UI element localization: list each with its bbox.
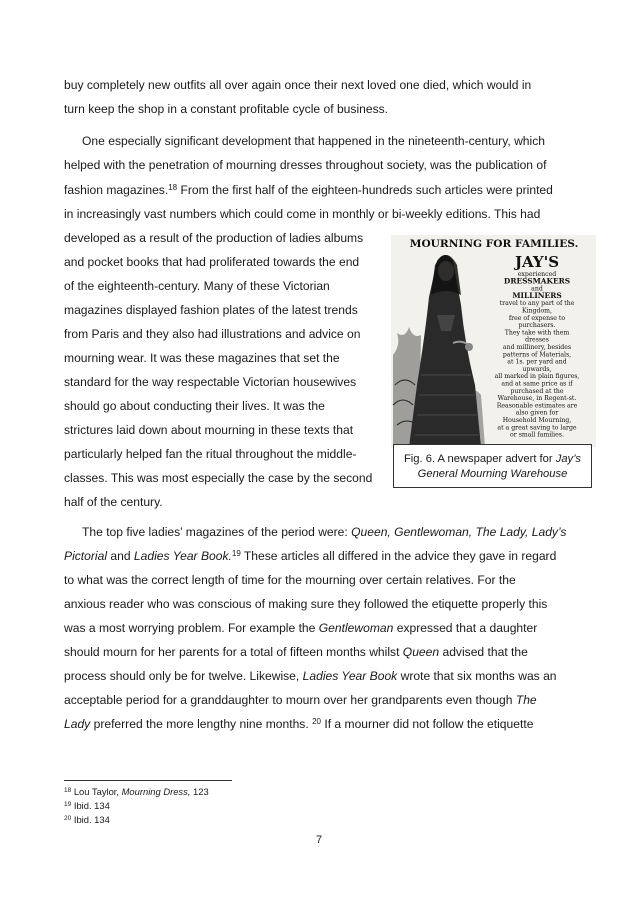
advert-line: and <box>531 285 543 293</box>
body-line <box>64 230 363 246</box>
advert-image <box>391 235 596 447</box>
advert-line: DRESSMAKERS <box>503 276 571 286</box>
footnote-text: Mourning Dress, <box>121 786 191 797</box>
italic-text: Queen <box>402 645 440 659</box>
italic-text: Queen, Gentlewoman, The Lady, Lady’s <box>351 525 567 539</box>
advert-brand: JAY'S <box>514 253 560 271</box>
advert-line: also given for <box>515 409 559 417</box>
body-line <box>64 398 325 414</box>
body-line <box>64 374 356 390</box>
text-run: advised that the <box>439 645 528 659</box>
text-run: The top five ladies’ magazines of the period were: <box>82 525 352 539</box>
footnote-ref: 19 <box>231 549 241 558</box>
body-line <box>82 524 566 540</box>
text-run: should go about conducting their lives. It was the <box>64 399 325 413</box>
text-run: turn keep the shop in a constant profitable cycle of business. <box>64 102 389 116</box>
body-line <box>64 278 330 294</box>
advert-line: at 1s. per yard and <box>507 358 567 366</box>
advert-line: upwards, <box>522 365 552 373</box>
advert-line: travel to any part of the <box>499 300 575 308</box>
italic-text: Ladies Year Book. <box>133 549 232 563</box>
body-line <box>64 470 372 486</box>
footnote-ref: 18 <box>168 183 178 192</box>
italic-text: Gentlewoman <box>318 621 394 635</box>
text-run: and <box>107 549 134 563</box>
body-line <box>64 572 516 588</box>
italic-text: Lady <box>64 717 91 731</box>
advert-line: purchased at the <box>510 387 564 395</box>
body-line <box>64 422 353 438</box>
text-run: wrote that six months was an <box>397 669 557 683</box>
body-line <box>64 182 553 198</box>
body-line <box>64 350 340 366</box>
advert-line: and millinery, besides <box>502 344 572 351</box>
advert-line: patterns of Materials, <box>502 351 572 359</box>
text-run: of the eighteenth-century. Many of these Victorian <box>64 279 330 293</box>
footnote-text: Ibid. 134 <box>71 800 110 811</box>
text-run: half of the century. <box>64 495 163 509</box>
advert-line: purchasers. <box>518 322 556 330</box>
footnote-text: Ibid. 134 <box>71 814 110 825</box>
text-run: preferred the more lengthy nine months. <box>90 717 313 731</box>
text-run: classes. This was most especially the case by the second <box>64 471 373 485</box>
body-line <box>64 548 556 564</box>
body-line <box>82 133 545 149</box>
advert-line: dresses <box>525 336 549 344</box>
advert-line: Household Mourning, <box>502 417 572 424</box>
body-line <box>64 302 358 318</box>
text-run: magazines displayed fashion plates of the latest trends <box>64 303 358 317</box>
caption-prefix: Fig. 6. A newspaper advert for <box>403 453 556 465</box>
body-line <box>64 494 163 510</box>
footnote <box>64 814 110 826</box>
advert-line: MILLINERS <box>512 290 562 300</box>
body-line <box>64 254 359 270</box>
text-run: If a mourner did not follow the etiquette <box>320 717 534 731</box>
footnote-divider <box>64 780 232 781</box>
advert-line: and at same price as if <box>501 380 573 388</box>
text-run: process should only be for twelve. Likewise, <box>64 669 303 683</box>
text-run: developed as a result of the production of ladies albums <box>64 231 364 245</box>
body-line <box>64 668 557 684</box>
body-line <box>64 620 537 636</box>
text-run: mourning wear. It was these magazines that set the <box>64 351 340 365</box>
text-run: to what was the correct length of time for the mourning over certain relatives. For the <box>64 573 516 587</box>
footnote-number: 19 <box>64 801 72 808</box>
text-run: fashion magazines. <box>64 183 169 197</box>
italic-text: The <box>515 693 537 707</box>
text-run: anxious reader who was conscious of making sure they followed the etiquette properly this <box>64 597 548 611</box>
body-line <box>64 692 537 708</box>
advert-headline: MOURNING FOR FAMILIES. <box>409 238 579 250</box>
footnote <box>64 800 110 812</box>
advert-line: all marked in plain figures, <box>494 373 580 381</box>
text-run: One especially significant development that happened in the nineteenth-century, which <box>82 134 545 148</box>
advert-line: Kingdom, <box>521 307 553 315</box>
body-line <box>64 101 388 117</box>
footnote <box>64 786 209 798</box>
caption-title-b: General Mourning Warehouse <box>417 468 568 480</box>
text-run: from Paris and they also had illustrations and advice on <box>64 327 361 341</box>
advert-line: or small families. <box>510 431 564 439</box>
text-run: From the first half of the eighteen-hundreds such articles were printed <box>177 183 553 197</box>
footnote-text: Lou Taylor, <box>71 786 122 797</box>
footnote-number: 18 <box>64 787 72 794</box>
caption-title-a: Jay’s <box>555 453 582 465</box>
body-line <box>64 446 356 462</box>
advert-line: They take with them <box>504 329 570 337</box>
body-line <box>64 206 540 222</box>
text-run: helped with the penetration of mourning dresses throughout society, was the publication of <box>64 158 547 172</box>
footnote-number: 20 <box>64 815 72 822</box>
footnote-ref: 20 <box>312 717 321 726</box>
text-run: expressed that a daughter <box>393 621 538 635</box>
text-run: buy completely new outfits all over again once their next loved one died, which would in <box>64 78 532 92</box>
advert-line: experienced <box>517 271 557 278</box>
text-run: should mourn for her parents for a total of fifteen months whilst <box>64 645 403 659</box>
text-run: strictures laid down about mourning in these texts that <box>64 423 354 437</box>
text-run: standard for the way respectable Victorian housewives <box>64 375 357 389</box>
body-line <box>64 157 546 173</box>
figure-caption <box>393 444 592 488</box>
body-line <box>64 644 528 660</box>
text-run: and pocket books that had proliferated towards the end <box>64 255 360 269</box>
body-line <box>64 326 360 342</box>
text-run: in increasingly vast numbers which could come in monthly or bi-weekly editions. This had <box>64 207 541 221</box>
advert-line: at a great saving to large <box>497 424 577 432</box>
italic-text: Pictorial <box>64 549 108 563</box>
advert-line: Reasonable estimates are <box>496 402 578 410</box>
advert-line: Warehouse, in Regent-st. <box>497 395 577 403</box>
body-line <box>64 77 531 93</box>
page-number: 7 <box>315 834 323 846</box>
text-run: particularly helped fan the ritual throughout the middle- <box>64 447 357 461</box>
advert-line: free of expense to <box>508 314 566 322</box>
body-line <box>64 596 547 612</box>
body-line <box>64 716 533 732</box>
italic-text: Ladies Year Book <box>302 669 398 683</box>
text-run: These articles all differed in the advice they gave in regard <box>240 549 557 563</box>
text-run: was a most worrying problem. For example the <box>64 621 319 635</box>
text-run: acceptable period for a granddaughter to mourn over her grandparents even though <box>64 693 516 707</box>
footnote-text: 123 <box>190 786 209 797</box>
